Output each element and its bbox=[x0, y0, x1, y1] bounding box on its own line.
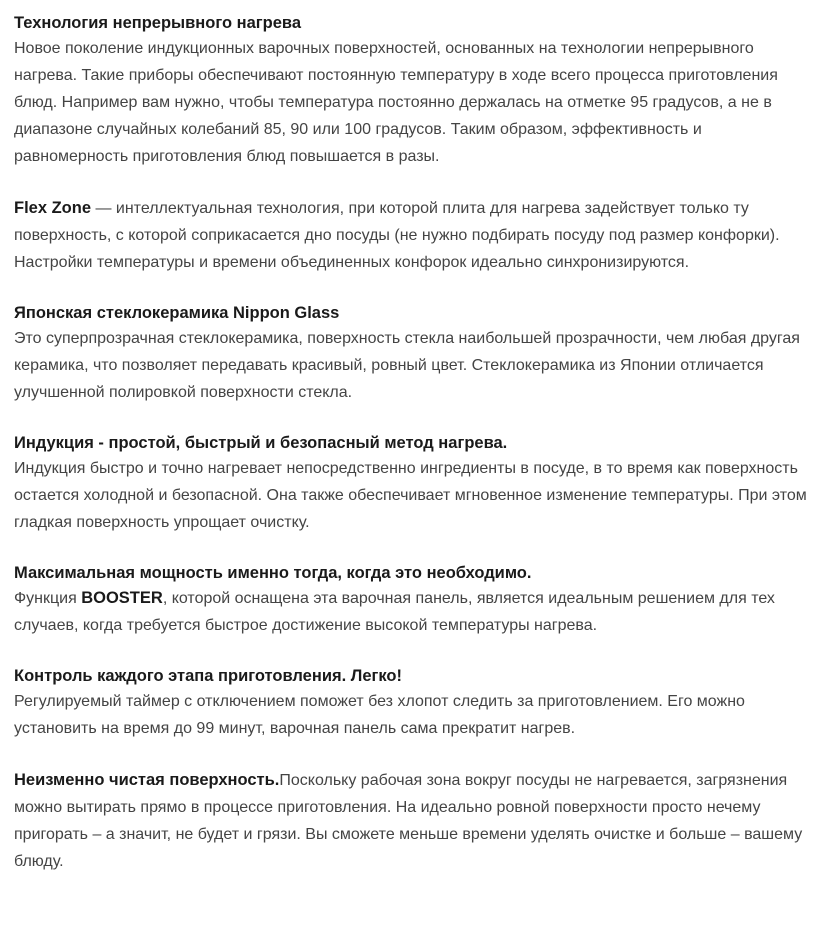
section-induction bbox=[14, 431, 817, 536]
section-heading: Индукция - простой, быстрый и безопасный метод нагрева. bbox=[14, 434, 508, 452]
section-clean-surface bbox=[14, 767, 817, 875]
section-text-rest: — интеллектуальная технология, при которой плита для нагрева задействует только ту поверхность, с которой соприкасается дно посуды (не нужно подбирать посуду под размер конфорки). Настройки температуры и времени объединенных конфорок идеально синхронизируются. bbox=[14, 200, 780, 271]
section-heading: Технология непрерывного нагрева bbox=[14, 14, 302, 32]
section-heading: Японская стеклокерамика Nippon Glass bbox=[14, 304, 340, 322]
section-text bbox=[14, 585, 817, 639]
section-text-after: , которой оснащена эта варочная панель, является идеальным решением для тех случаев, когда требуется быстрое достижение высокой температуры нагрева. bbox=[14, 590, 775, 634]
section-heading: Контроль каждого этапа приготовления. Легко! bbox=[14, 667, 402, 685]
section-text-rest: Поскольку рабочая зона вокруг посуды не нагревается, загрязнения можно вытирать прямо в процессе приготовления. На идеально ровной поверхности просто нечему пригорать – а значит, не будет и грязи. Вы сможете меньше времени уделять очистке и больше – вашему блюду. bbox=[14, 772, 803, 870]
section-lead: Неизменно чистая поверхность. bbox=[14, 771, 280, 789]
booster-label: BOOSTER bbox=[81, 589, 163, 607]
section-text: Новое поколение индукционных варочных поверхностей, основанных на технологии непрерывного нагрева. Такие приборы обеспечивают постоянную температуру в ходе всего процесса приготовления блюд. Например вам нужно, чтобы температура постоянно держалась на отметке 95 градусов, а не в диапазоне случайных колебаний 85, 90 или 100 градусов. Таким образом, эффективность и равномерность приготовления блюд повышается в разы. bbox=[14, 40, 778, 165]
section-text bbox=[14, 767, 817, 875]
section-flex-zone bbox=[14, 195, 817, 276]
section-continuous-heating bbox=[14, 11, 817, 170]
section-lead: Flex Zone bbox=[14, 199, 92, 217]
section-text-before: Функция bbox=[14, 590, 82, 607]
section-text: Это суперпрозрачная стеклокерамика, поверхность стекла наибольшей прозрачности, чем любая другая керамика, что позволяет передавать красивый, ровный цвет. Стеклокерамика из Японии отличается улучшенной полировкой поверхности стекла. bbox=[14, 330, 800, 401]
section-text bbox=[14, 195, 817, 276]
section-nippon-glass bbox=[14, 301, 817, 406]
section-timer-control bbox=[14, 664, 817, 742]
section-text: Индукция быстро и точно нагревает непосредственно ингредиенты в посуде, в то время как поверхность остается холодной и безопасной. Она также обеспечивает мгновенное изменение температуры. При этом гладкая поверхность упрощает очистку. bbox=[14, 460, 807, 531]
section-heading: Максимальная мощность именно тогда, когда это необходимо. bbox=[14, 564, 532, 582]
section-text: Регулируемый таймер с отключением поможет без хлопот следить за приготовлением. Его можно установить на время до 99 минут, варочная панель сама прекратит нагрев. bbox=[14, 693, 745, 737]
section-booster bbox=[14, 561, 817, 639]
